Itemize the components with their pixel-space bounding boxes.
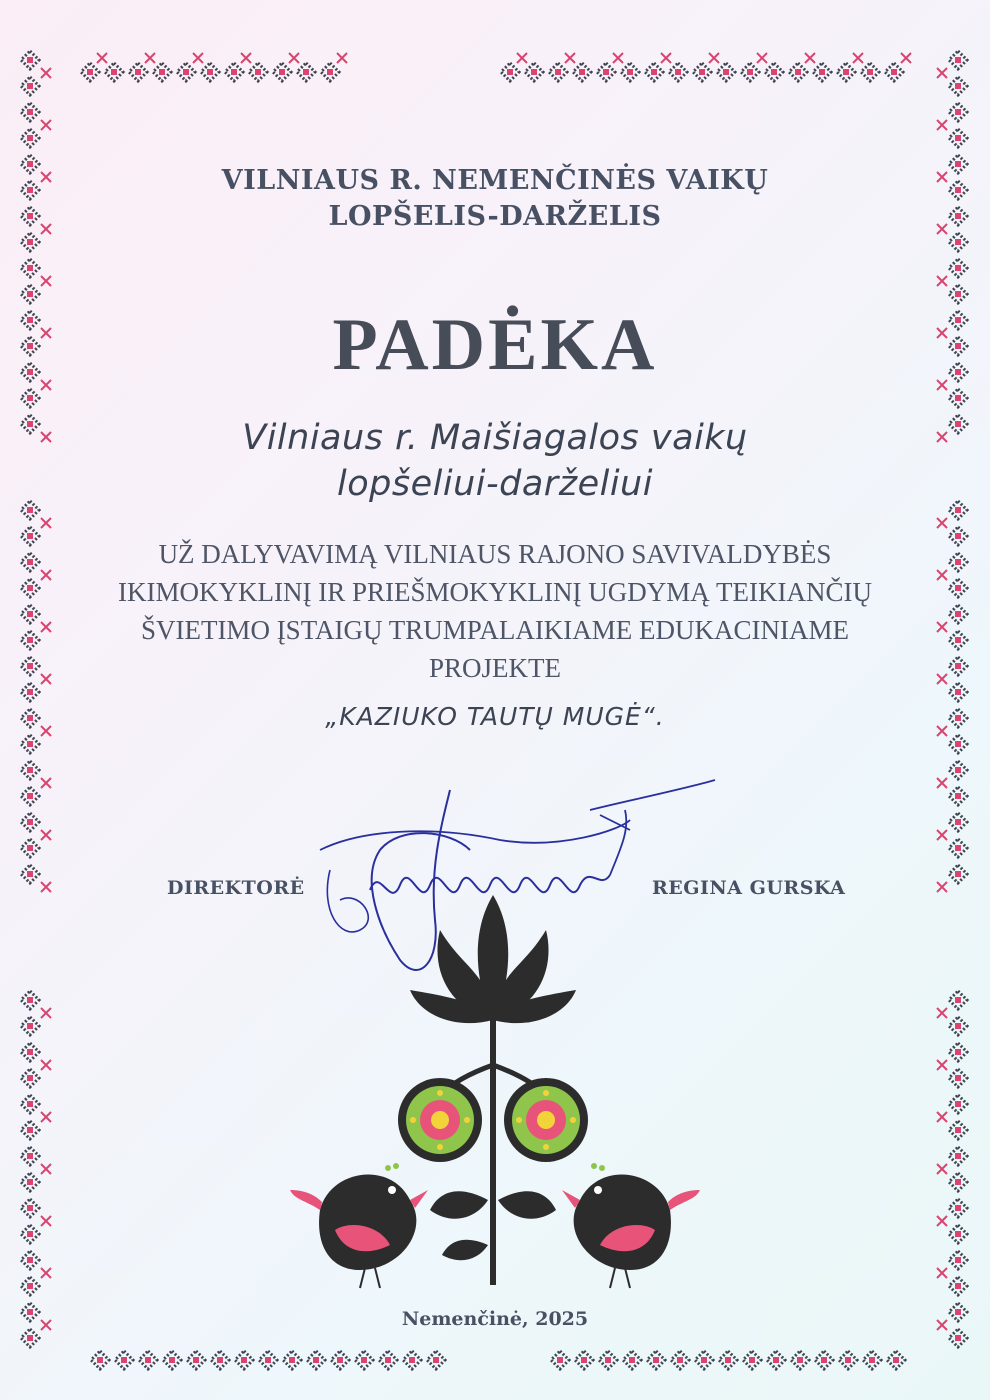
cross-stitch-motif bbox=[949, 1147, 967, 1165]
cross-stitch-x bbox=[41, 778, 51, 788]
recipient-name bbox=[0, 415, 990, 507]
cross-stitch-motif bbox=[427, 1351, 445, 1369]
cross-stitch-motif bbox=[21, 77, 39, 95]
cross-stitch-motif bbox=[949, 233, 967, 251]
cross-stitch-motif bbox=[765, 63, 783, 81]
cross-stitch-motif bbox=[379, 1351, 397, 1369]
cross-stitch-motif bbox=[671, 1351, 689, 1369]
cross-stitch-motif bbox=[297, 63, 315, 81]
cross-stitch-motif bbox=[573, 63, 591, 81]
cross-stitch-motif bbox=[139, 1351, 157, 1369]
cross-stitch-motif bbox=[837, 63, 855, 81]
cross-stitch-x bbox=[41, 1060, 51, 1070]
cross-stitch-x bbox=[937, 778, 947, 788]
cross-stitch-motif bbox=[21, 761, 39, 779]
cross-stitch-motif bbox=[551, 1351, 569, 1369]
cross-stitch-motif bbox=[949, 1043, 967, 1061]
cross-stitch-x bbox=[937, 1268, 947, 1278]
cross-stitch-motif bbox=[949, 991, 967, 1009]
cross-stitch-x bbox=[41, 1216, 51, 1226]
cross-stitch-x bbox=[709, 53, 719, 63]
cross-stitch-motif bbox=[949, 1069, 967, 1087]
cross-stitch-motif bbox=[21, 1043, 39, 1061]
cross-stitch-motif bbox=[949, 1095, 967, 1113]
cross-stitch-motif bbox=[949, 1251, 967, 1269]
place-date: Nemenčinė, 2025 bbox=[401, 1308, 589, 1330]
cross-stitch-motif bbox=[693, 63, 711, 81]
cross-stitch-motif bbox=[225, 63, 243, 81]
cross-stitch-motif bbox=[21, 1277, 39, 1295]
cross-stitch-x bbox=[937, 830, 947, 840]
cross-stitch-motif bbox=[21, 813, 39, 831]
cross-stitch-motif bbox=[949, 1225, 967, 1243]
recipient-line-1: Vilniaus r. Maišiagalos vaikų bbox=[242, 418, 748, 458]
cross-stitch-motif bbox=[525, 63, 543, 81]
cross-stitch-x bbox=[853, 53, 863, 63]
cross-stitch-motif bbox=[235, 1351, 253, 1369]
cross-stitch-motif bbox=[861, 63, 879, 81]
cross-stitch-x bbox=[901, 53, 911, 63]
cross-stitch-motif bbox=[949, 1199, 967, 1217]
cross-stitch-x bbox=[41, 830, 51, 840]
cross-stitch-x bbox=[757, 53, 767, 63]
cross-stitch-motif bbox=[21, 233, 39, 251]
cross-stitch-motif bbox=[741, 63, 759, 81]
cross-stitch-motif bbox=[91, 1351, 109, 1369]
cross-stitch-x bbox=[241, 53, 251, 63]
cross-stitch-motif bbox=[597, 63, 615, 81]
cross-stitch-motif bbox=[21, 1017, 39, 1035]
cross-stitch-x bbox=[41, 68, 51, 78]
cross-stitch-motif bbox=[949, 1329, 967, 1347]
cross-stitch-motif bbox=[885, 63, 903, 81]
cross-stitch-x bbox=[937, 1060, 947, 1070]
cross-stitch-x bbox=[937, 1216, 947, 1226]
body-line-4: PROJEKTE bbox=[428, 653, 561, 683]
cross-stitch-motif bbox=[105, 63, 123, 81]
cross-stitch-x bbox=[937, 882, 947, 892]
cross-stitch-motif bbox=[307, 1351, 325, 1369]
cross-stitch-motif bbox=[21, 1251, 39, 1269]
cross-stitch-motif bbox=[813, 63, 831, 81]
cross-stitch-x bbox=[193, 53, 203, 63]
cross-stitch-motif bbox=[949, 129, 967, 147]
cross-stitch-motif bbox=[21, 1173, 39, 1191]
cross-stitch-motif bbox=[949, 103, 967, 121]
cross-stitch-motif bbox=[21, 865, 39, 883]
cross-stitch-motif bbox=[501, 63, 519, 81]
cross-stitch-x bbox=[41, 276, 51, 286]
cross-stitch-x bbox=[937, 518, 947, 528]
certificate-title: PADĖKA bbox=[332, 304, 658, 386]
cross-stitch-motif bbox=[647, 1351, 665, 1369]
cross-stitch-motif bbox=[645, 63, 663, 81]
cross-stitch-motif bbox=[949, 1121, 967, 1139]
cross-stitch-motif bbox=[273, 63, 291, 81]
cross-stitch-motif bbox=[21, 103, 39, 121]
cross-stitch-motif bbox=[249, 63, 267, 81]
cross-stitch-motif bbox=[719, 1351, 737, 1369]
cross-stitch-x bbox=[805, 53, 815, 63]
cross-stitch-x bbox=[145, 53, 155, 63]
cross-stitch-x bbox=[937, 1164, 947, 1174]
cross-stitch-motif bbox=[21, 735, 39, 753]
cross-stitch-motif bbox=[949, 389, 967, 407]
cross-stitch-x bbox=[41, 882, 51, 892]
cross-stitch-motif bbox=[259, 1351, 277, 1369]
cross-stitch-motif bbox=[187, 1351, 205, 1369]
cross-stitch-motif bbox=[695, 1351, 713, 1369]
cross-stitch-motif bbox=[949, 787, 967, 805]
acknowledgement-text bbox=[0, 535, 990, 687]
signer-name: REGINA GURSKA bbox=[652, 877, 846, 899]
cross-stitch-motif bbox=[21, 1147, 39, 1165]
cross-stitch-motif bbox=[21, 1121, 39, 1139]
cross-stitch-motif bbox=[331, 1351, 349, 1369]
cross-stitch-motif bbox=[355, 1351, 373, 1369]
cross-stitch-motif bbox=[767, 1351, 785, 1369]
organization-name bbox=[0, 163, 990, 235]
cross-stitch-motif bbox=[949, 77, 967, 95]
cross-stitch-motif bbox=[949, 761, 967, 779]
cross-stitch-motif bbox=[283, 1351, 301, 1369]
cross-stitch-motif bbox=[21, 259, 39, 277]
cross-stitch-x bbox=[661, 53, 671, 63]
cross-stitch-motif bbox=[21, 1069, 39, 1087]
cross-stitch-motif bbox=[621, 63, 639, 81]
cross-stitch-motif bbox=[21, 1199, 39, 1217]
cross-stitch-motif bbox=[129, 63, 147, 81]
cross-stitch-motif bbox=[791, 1351, 809, 1369]
body-line-2: IKIMOKYKLINĮ IR PRIEŠMOKYKLINĮ UGDYMĄ TEIKIANČIŲ bbox=[118, 577, 872, 607]
cross-stitch-motif bbox=[201, 63, 219, 81]
cross-stitch-motif bbox=[575, 1351, 593, 1369]
cross-stitch-motif bbox=[21, 1329, 39, 1347]
cross-stitch-motif bbox=[863, 1351, 881, 1369]
cross-stitch-motif bbox=[321, 63, 339, 81]
cross-stitch-motif bbox=[717, 63, 735, 81]
cross-stitch-x bbox=[937, 1112, 947, 1122]
cross-stitch-motif bbox=[839, 1351, 857, 1369]
cross-stitch-x bbox=[41, 120, 51, 130]
organization-line-2: LOPŠELIS-DARŽELIS bbox=[328, 201, 662, 232]
cross-stitch-motif bbox=[163, 1351, 181, 1369]
body-line-1: UŽ DALYVAVIMĄ VILNIAUS RAJONO SAVIVALDYBĖS bbox=[158, 539, 832, 569]
cross-stitch-motif bbox=[949, 735, 967, 753]
cross-stitch-motif bbox=[815, 1351, 833, 1369]
cross-stitch-x bbox=[565, 53, 575, 63]
cross-stitch-motif bbox=[21, 787, 39, 805]
recipient-line-2: lopšeliui-darželiui bbox=[337, 464, 653, 504]
cross-stitch-motif bbox=[21, 389, 39, 407]
cross-stitch-motif bbox=[887, 1351, 905, 1369]
body-line-3: ŠVIETIMO ĮSTAIGŲ TRUMPALAIKIAME EDUKACINIAME bbox=[140, 615, 850, 645]
cross-stitch-motif bbox=[115, 1351, 133, 1369]
organization-line-1: VILNIAUS R. NEMENČINĖS VAIKŲ bbox=[221, 165, 769, 196]
cross-stitch-motif bbox=[949, 1277, 967, 1295]
cross-stitch-motif bbox=[623, 1351, 641, 1369]
cross-stitch-motif bbox=[949, 259, 967, 277]
cross-stitch-motif bbox=[21, 51, 39, 69]
handwritten-signature bbox=[300, 770, 730, 990]
cross-stitch-x bbox=[337, 53, 347, 63]
cross-stitch-x bbox=[937, 68, 947, 78]
cross-stitch-motif bbox=[153, 63, 171, 81]
cross-stitch-motif bbox=[949, 1173, 967, 1191]
cross-stitch-motif bbox=[789, 63, 807, 81]
cross-stitch-x bbox=[41, 1008, 51, 1018]
cross-stitch-motif bbox=[81, 63, 99, 81]
cross-stitch-motif bbox=[949, 813, 967, 831]
cross-stitch-motif bbox=[21, 1225, 39, 1243]
cross-stitch-x bbox=[517, 53, 527, 63]
cross-stitch-x bbox=[41, 1268, 51, 1278]
cross-stitch-x bbox=[97, 53, 107, 63]
cross-stitch-x bbox=[937, 120, 947, 130]
cross-stitch-x bbox=[289, 53, 299, 63]
cross-stitch-motif bbox=[599, 1351, 617, 1369]
cross-stitch-x bbox=[613, 53, 623, 63]
cross-stitch-motif bbox=[211, 1351, 229, 1369]
cross-stitch-motif bbox=[743, 1351, 761, 1369]
cross-stitch-motif bbox=[949, 1017, 967, 1035]
cross-stitch-motif bbox=[21, 1095, 39, 1113]
cross-stitch-x bbox=[41, 518, 51, 528]
cross-stitch-x bbox=[41, 1112, 51, 1122]
cross-stitch-x bbox=[937, 1008, 947, 1018]
cross-stitch-motif bbox=[549, 63, 567, 81]
cross-stitch-x bbox=[41, 1164, 51, 1174]
cross-stitch-motif bbox=[949, 839, 967, 857]
cross-stitch-motif bbox=[21, 129, 39, 147]
signer-title: DIREKTORĖ bbox=[167, 877, 305, 899]
cross-stitch-motif bbox=[21, 839, 39, 857]
project-name: „KAZIUKO TAUTŲ MUGĖ“. bbox=[325, 702, 665, 731]
cross-stitch-x bbox=[937, 276, 947, 286]
cross-stitch-motif bbox=[949, 51, 967, 69]
cross-stitch-motif bbox=[177, 63, 195, 81]
cross-stitch-motif bbox=[21, 991, 39, 1009]
cross-stitch-motif bbox=[949, 865, 967, 883]
cross-stitch-motif bbox=[669, 63, 687, 81]
cross-stitch-motif bbox=[403, 1351, 421, 1369]
